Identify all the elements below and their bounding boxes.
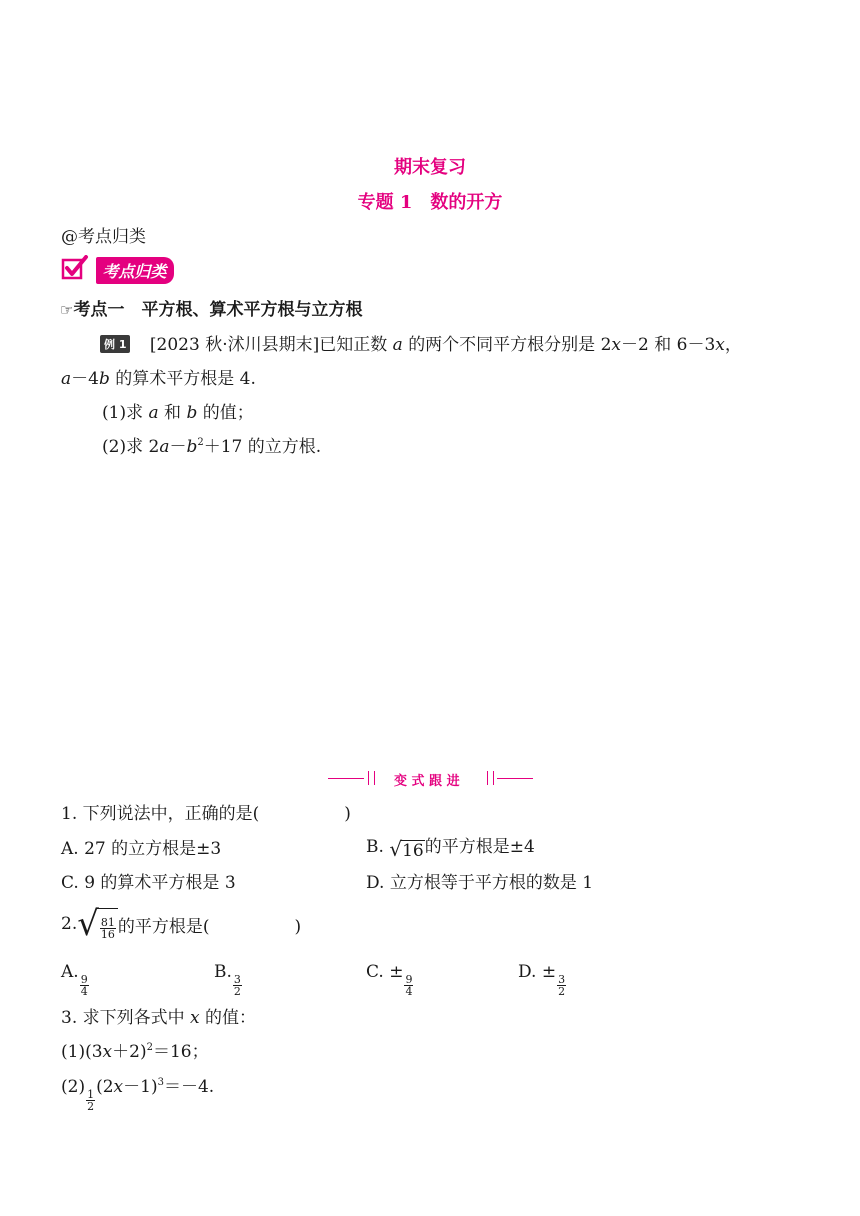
equation-text: (2 xyxy=(96,1077,114,1097)
example-source: [2023 秋·沭川县期末] xyxy=(149,335,320,355)
q1-option-d: D. 立方根等于平方根的数是 1 xyxy=(366,873,594,893)
example-text: 的算术平方根是 4. xyxy=(115,369,256,389)
option-text: 的平方根是±4 xyxy=(424,837,535,857)
exponent: 2 xyxy=(146,1042,153,1053)
page-subtitle: 专题 1 数的开方 xyxy=(357,192,503,213)
point-heading-text: 考点一 平方根、算术平方根与立方根 xyxy=(73,300,363,320)
q2-option-a xyxy=(61,962,90,997)
q2-option-d xyxy=(518,962,567,997)
equation-text: ＝－4. xyxy=(163,1077,215,1097)
q1-option-a: A. 27 的立方根是±3 xyxy=(61,839,222,859)
divider-left-tick xyxy=(368,771,369,785)
question-text: (1)求 xyxy=(102,403,144,423)
section-tag: @考点归类 xyxy=(61,227,146,247)
q1-option-b xyxy=(366,832,535,861)
example-text: －4 xyxy=(71,369,99,389)
denominator: 2 xyxy=(558,985,566,998)
q2-option-c xyxy=(366,962,414,997)
fraction xyxy=(80,974,89,997)
question-text: ＋17 的立方根. xyxy=(203,437,322,457)
equation-text: －1) xyxy=(123,1077,158,1097)
question-text: 和 xyxy=(164,403,182,423)
equation-text: (2) xyxy=(61,1077,86,1097)
section-banner-label: 考点归类 xyxy=(96,257,174,284)
equation-text: ＝16； xyxy=(152,1042,209,1062)
radical-sign: √ xyxy=(77,904,99,944)
equation-text: (1)(3 xyxy=(61,1042,103,1062)
question-text: 3. 求下列各式中 xyxy=(61,1008,185,1028)
numerator: 9 xyxy=(405,973,413,986)
example-line-2 xyxy=(61,364,256,389)
var-x: x xyxy=(611,335,622,355)
var-a: a xyxy=(392,335,403,355)
q3-stem xyxy=(61,1003,256,1028)
var-b: b xyxy=(98,369,110,389)
practice-divider-label: 变 式 跟 进 xyxy=(394,774,460,789)
var-a: a xyxy=(159,437,170,457)
var-x: x xyxy=(102,1042,113,1062)
denominator: 4 xyxy=(405,985,413,998)
radicand xyxy=(98,908,118,944)
section-banner xyxy=(61,255,174,283)
denominator: 2 xyxy=(87,1100,95,1113)
question-text: (2)求 2 xyxy=(102,437,160,457)
denominator: 4 xyxy=(80,985,88,998)
sqrt-expression xyxy=(389,838,424,861)
numerator: 1 xyxy=(87,1088,95,1101)
divider-right-line xyxy=(497,778,533,779)
sqrt-fraction-expression xyxy=(77,904,118,944)
fraction xyxy=(557,974,566,997)
example-text: 已知正数 xyxy=(319,335,388,355)
q1-stem: 1. 下列说法中，正确的是( ) xyxy=(61,804,351,824)
point-heading xyxy=(60,295,362,320)
var-x: x xyxy=(113,1077,124,1097)
example-badge: 例 1 xyxy=(100,335,130,353)
question-text: 的值； xyxy=(202,403,254,423)
option-label: B. xyxy=(214,962,232,982)
question-text: － xyxy=(169,437,187,457)
var-a: a xyxy=(61,369,72,389)
denominator: 16 xyxy=(100,928,115,941)
radical-sign: √ xyxy=(389,837,403,861)
numerator: 81 xyxy=(100,916,115,929)
var-b: b xyxy=(186,403,198,423)
example-question-1 xyxy=(102,398,254,423)
example-text: 的两个不同平方根分别是 2 xyxy=(408,335,612,355)
example-text: －2 和 6－3 xyxy=(621,335,716,355)
q2-stem xyxy=(61,902,301,946)
divider-left-line xyxy=(328,778,364,779)
exponent: 3 xyxy=(157,1077,164,1088)
fraction xyxy=(86,1089,95,1112)
question-text: 的平方根是( ) xyxy=(117,916,302,937)
example-text: ， xyxy=(724,335,742,355)
exponent: 2 xyxy=(197,437,204,448)
option-label: B. xyxy=(366,837,390,857)
q2-option-b xyxy=(214,962,243,997)
example-question-2 xyxy=(102,432,321,457)
var-x: x xyxy=(715,335,725,355)
question-number: 2. xyxy=(61,914,78,934)
numerator: 3 xyxy=(233,973,241,986)
var-b: b xyxy=(186,437,198,457)
option-label: C. ± xyxy=(366,962,404,982)
q1-option-c: C. 9 的算术平方根是 3 xyxy=(61,873,236,893)
equation-text: ＋2) xyxy=(112,1042,147,1062)
option-label: A. xyxy=(61,962,79,982)
numerator: 9 xyxy=(80,973,88,986)
fraction xyxy=(233,974,242,997)
checkbox-check-icon xyxy=(61,255,89,286)
q3-part-2 xyxy=(61,1072,214,1112)
fraction xyxy=(404,974,413,997)
var-a: a xyxy=(148,403,159,423)
radicand: 16 xyxy=(402,841,424,861)
denominator: 2 xyxy=(233,985,241,998)
page-title: 期末复习 xyxy=(394,157,466,178)
option-label: D. ± xyxy=(518,962,557,982)
var-x: x xyxy=(190,1008,200,1028)
fraction xyxy=(100,917,116,940)
numerator: 3 xyxy=(558,973,566,986)
question-text: 的值： xyxy=(205,1008,257,1028)
hand-pointer-icon: ☞ xyxy=(60,301,74,319)
divider-right-tick xyxy=(487,771,488,785)
divider-left-tick xyxy=(374,771,375,785)
example-line-1 xyxy=(100,330,742,355)
q3-part-1 xyxy=(61,1037,209,1062)
divider-right-tick xyxy=(493,771,494,785)
